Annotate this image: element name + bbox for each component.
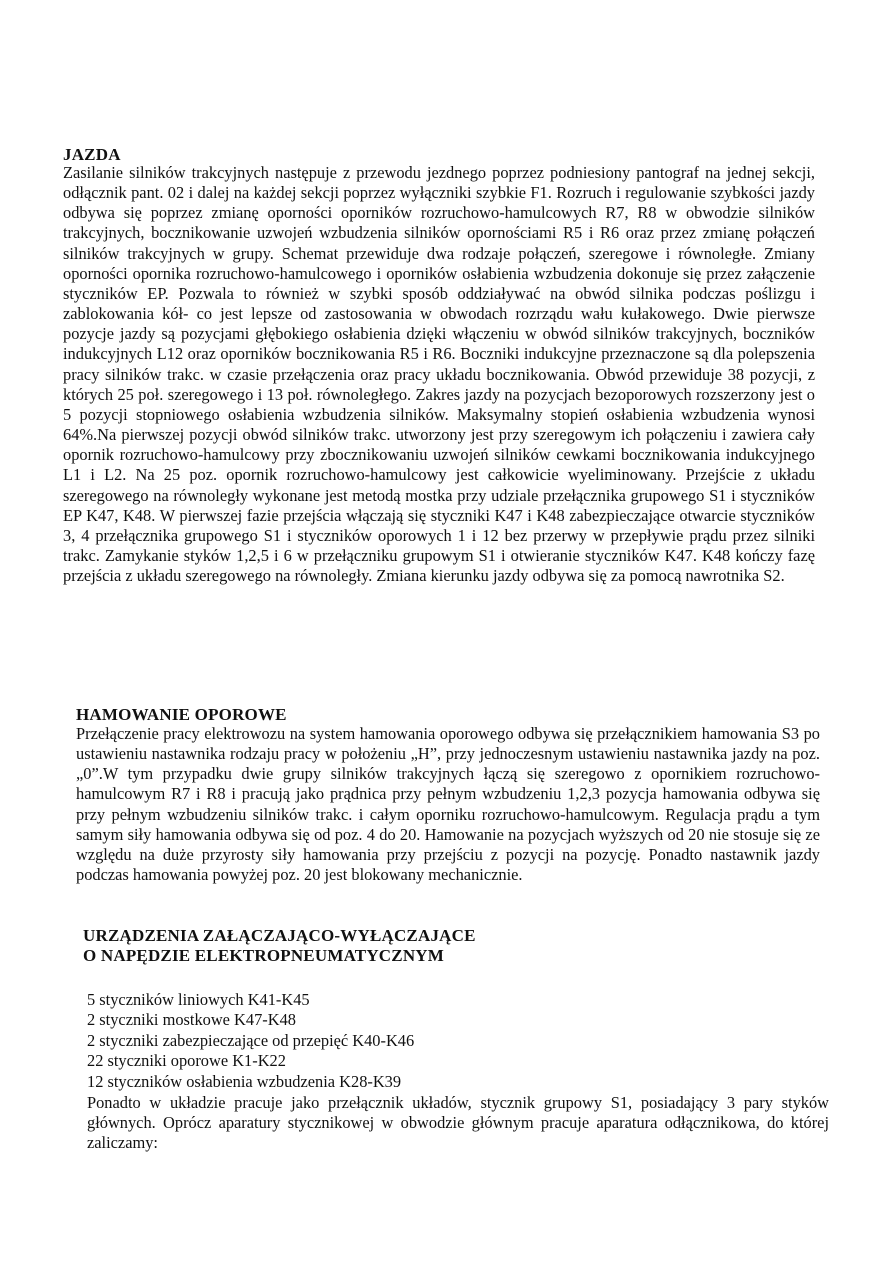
- list-item: 5 styczników liniowych K41-K45: [87, 990, 310, 1009]
- contactor-list: [87, 990, 414, 1092]
- list-item: 22 styczniki oporowe K1-K22: [87, 1051, 286, 1071]
- section-body-urzadzenia: Ponadto w układzie pracuje jako przełącznik układów, stycznik grupowy S1, posiadający 3 pary styków głównych. Oprócz aparatury stycznikowej w obwodzie głównym pracuje aparatura odłącznikowa, do której zaliczamy:: [87, 1093, 829, 1153]
- section-title-line-1: URZĄDZENIA ZAŁĄCZAJĄCO-WYŁĄCZAJĄCE: [83, 926, 476, 945]
- section-title-line-2: O NAPĘDZIE ELEKTROPNEUMATYCZNYM: [83, 946, 445, 965]
- section-title-jazda: JAZDA: [63, 145, 121, 164]
- section-body-jazda: Zasilanie silników trakcyjnych następuje z przewodu jezdnego poprzez podniesiony pantograf na jednej sekcji, odłącznik pant. 02 i dalej na każdej sekcji poprzez wyłączniki szybkie F1. Rozruch i regulowanie szybkości jazdy odbywa się poprzez zmianę oporności oporników rozruchowo-hamulcowych R7, R8 w obwodzie silników trakcyjnych, bocznikowanie uzwojeń wzbudzenia silników opornościami R5 i R6 oraz przez zmianę połączeń silników trakcyjnych w grupy. Schemat przewiduje dwa rodzaje połączeń, szeregowe i równoległe. Zmiany oporności opornika rozruchowo-hamulcowego i oporników osłabienia wzbudzenia dokonuje się przez załączenie styczników EP. Pozwala to również w szybki sposób oddziaływać na obwód silnika podczas poślizgu i zablokowania kół- co jest lepsze od zastosowania w obwodach rozrządu wału kułakowego. Dwie pierwsze pozycje jazdy są pozycjami głębokiego osłabienia dzięki włączeniu w obwód silników trakcyjnych, boczników indukcyjnych L12 oraz oporników bocznikowania R5 i R6. Boczniki indukcyjne przeznaczone są dla polepszenia pracy silników trakc. w czasie przełączenia oraz pracy układu bocznikowania. Obwód przewiduje 38 pozycji, z których 25 poł. szeregowego i 13 poł. równoległego. Zakres jazdy na pozycjach bezoporowych rozszerzony jest o 5 pozycji stopniowego osłabienia wzbudzenia silników. Maksymalny stopień osłabienia wzbudzenia wynosi 64%.Na pierwszej pozycji obwód silników trakc. utworzony jest przy szeregowym ich połączeniu i zawiera cały opornik rozruchowo-hamulcowy przy zbocznikowaniu uzwojeń silników cewkami bocznikowania indukcyjnego L1 i L2. Na 25 poz. opornik rozruchowo-hamulcowy jest całkowicie wyeliminowany. Przejście z układu szeregowego na równoległy wykonane jest metodą mostka przy udziale przełącznika grupowego S1 i styczników EP K47, K48. W pierwszej fazie przejścia włączają się styczniki K47 i K48 zabezpieczające otwarcie styczników 3, 4 przełącznika grupowego S1 i styczników oporowych 1 i 12 bez przerwy w przepływie prądu przez silniki trakc. Zamykanie styków 1,2,5 i 6 w przełączniku grupowym S1 i otwieranie styczników K47. K48 kończy fazę przejścia z układu szeregowego na równoległy. Zmiana kierunku jazdy odbywa się za pomocą nawrotnika S2.: [63, 163, 815, 586]
- section-body-hamowanie-oporowe: Przełączenie pracy elektrowozu na system hamowania oporowego odbywa się przełącznikiem hamowania S3 po ustawieniu nastawnika rodzaju pracy w położeniu „H”, przy jednoczesnym ustawieniu nastawnika jazdy na poz. „0”.W tym przypadku dwie grupy silników trakcyjnych łączą się szeregowo z opornikiem rozruchowo-hamulcowym R7 i R8 i pracują jako prądnica przy pełnym wzbudzeniu 1,2,3 pozycja hamowania odbywa się przy pełnym wzbudzeniu silników trakc. i całym oporniku rozruchowo-hamulcowym. Regulacja prądu a tym samym siły hamowania odbywa się od poz. 4 do 20. Hamowanie na pozycjach wyższych od 20 nie stosuje się ze względu na duże przyrosty siły hamowania przy przejściu z pozycji na pozycję. Ponadto nastawnik jazdy podczas hamowania powyżej poz. 20 jest blokowany mechanicznie.: [76, 724, 820, 885]
- list-item: 12 styczników osłabienia wzbudzenia K28-K39: [87, 1071, 402, 1091]
- section-title-hamowanie-oporowe: HAMOWANIE OPOROWE: [76, 705, 287, 724]
- list-item: 2 styczniki mostkowe K47-K48: [87, 1010, 296, 1030]
- section-title-urzadzenia: [83, 926, 476, 966]
- list-item: 2 styczniki zabezpieczające od przepięć K40-K46: [87, 1030, 415, 1050]
